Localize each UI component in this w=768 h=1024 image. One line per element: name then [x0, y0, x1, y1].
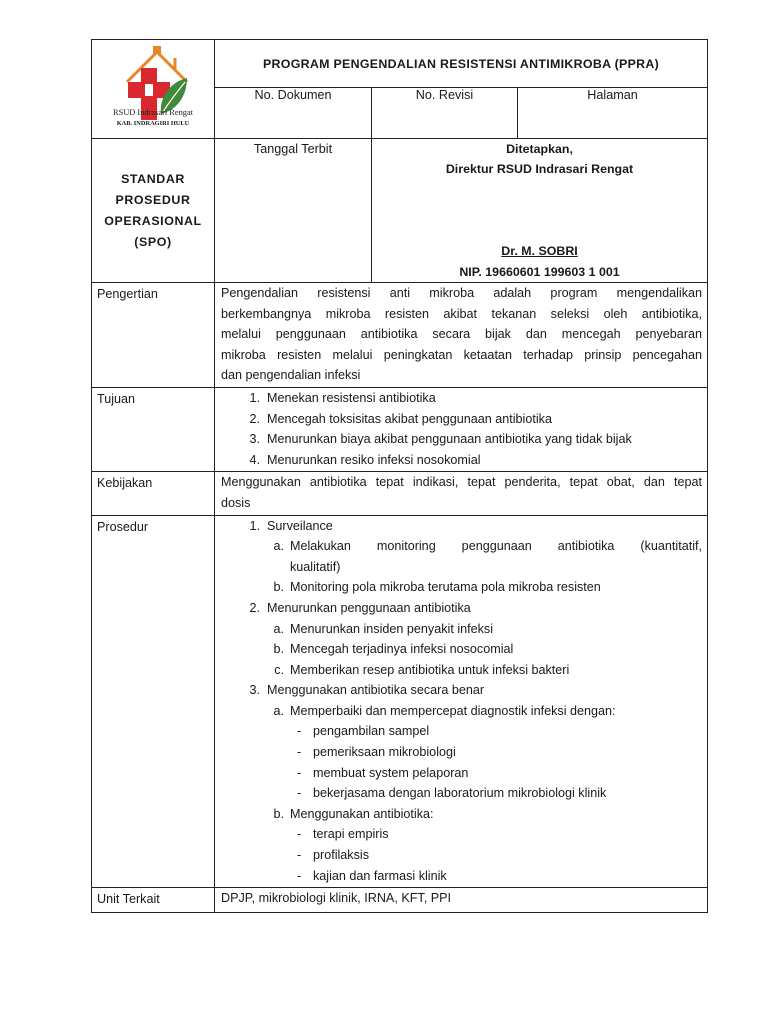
pengertian-line: mikroba resisten melalui peningkatan ketaatan terhadap prinsip pencegahan: [221, 347, 703, 362]
svg-text:KAB. INDRAGIRI HULU: KAB. INDRAGIRI HULU: [116, 119, 190, 127]
hospital-logo: [97, 44, 209, 132]
document-title: PROGRAM PENGENDALIAN RESISTENSI ANTIMIKROBA (PPRA): [215, 40, 708, 88]
list-item: - membuat system pelaporan: [297, 765, 469, 780]
pengertian-line: berkembangnya mikroba resisten akibat tekanan seleksi oleh antibiotika,: [221, 306, 703, 321]
approval-block: [372, 139, 708, 283]
spo-heading: [92, 139, 215, 283]
prosedur-label: Prosedur: [92, 515, 215, 888]
list-item: - bekerjasama dengan laboratorium mikrobiologi klinik: [297, 786, 607, 801]
signer-name: Dr. M. SOBRI: [501, 244, 578, 258]
tujuan-label: Tujuan: [92, 387, 215, 471]
list-item: - kajian dan farmasi klinik: [297, 868, 447, 883]
tujuan-content: [215, 387, 708, 471]
ditetapkan-text: Ditetapkan,: [506, 142, 573, 156]
unit-terkait-content: DPJP, mikrobiologi klinik, IRNA, KFT, PPI: [215, 888, 708, 913]
prosedur-content: [215, 515, 708, 888]
list-item: b. Monitoring pola mikroba terutama pola mikroba resisten: [273, 580, 601, 595]
list-item: 1. Surveilance: [249, 518, 333, 533]
pengertian-line: dan pengendalian infeksi: [221, 368, 361, 383]
svg-text:RSUD Indrasari Rengat: RSUD Indrasari Rengat: [112, 107, 194, 117]
list-item: c. Memberikan resep antibiotika untuk infeksi bakteri: [274, 662, 570, 677]
pengertian-content: [215, 283, 708, 388]
tanggal-terbit-label: Tanggal Terbit: [215, 139, 372, 283]
kebijakan-line: dosis: [221, 495, 251, 510]
spo-line: STANDAR: [121, 171, 185, 186]
kebijakan-content: [215, 472, 708, 515]
list-item: - terapi empiris: [297, 827, 389, 842]
pengertian-label: Pengertian: [92, 283, 215, 388]
halaman-label: Halaman: [518, 88, 708, 139]
list-item: 1. Menekan resistensi antibiotika: [249, 390, 436, 405]
list-item: - pengambilan sampel: [297, 724, 430, 739]
spo-document: [91, 39, 707, 913]
list-item: a. Menurunkan insiden penyakit infeksi: [273, 621, 494, 636]
kebijakan-label: Kebijakan: [92, 472, 215, 515]
roof-ornament-icon: [153, 46, 161, 54]
list-item: a. Melakukan monitoring penggunaan antibiotika (kuantitatif,: [273, 539, 703, 554]
spo-line: (SPO): [134, 234, 172, 249]
list-item: - pemeriksaan mikrobiologi: [297, 745, 456, 760]
no-dokumen-label: No. Dokumen: [215, 88, 372, 139]
pengertian-line: Pengendalian resistensi anti mikroba adalah program mengendalikan: [221, 286, 703, 300]
spo-line: OPERASIONAL: [104, 213, 202, 228]
list-item: 2. Menurunkan penggunaan antibiotika: [249, 600, 471, 615]
signer-nip: NIP. 19660601 199603 1 001: [459, 265, 620, 279]
no-revisi-label: No. Revisi: [372, 88, 518, 139]
list-item: b. Menggunakan antibiotika:: [273, 806, 434, 821]
unit-terkait-label: Unit Terkait: [92, 888, 215, 913]
list-item: kualitatif): [290, 559, 341, 574]
list-item: b. Mencegah terjadinya infeksi nosocomial: [273, 642, 514, 657]
spo-table: [91, 39, 708, 913]
list-item: 3. Menggunakan antibiotika secara benar: [249, 683, 485, 698]
hospital-logo-cell: [92, 40, 215, 139]
list-item: 4. Menurunkan resiko infeksi nosokomial: [249, 452, 481, 467]
list-item: a. Memperbaiki dan mempercepat diagnostik infeksi dengan:: [273, 703, 616, 718]
kebijakan-line: Menggunakan antibiotika tepat indikasi, tepat penderita, tepat obat, dan tepat: [221, 475, 703, 490]
pengertian-line: melalui penggunaan antibiotika secara bijak dan mencegah penyebaran: [221, 327, 703, 342]
list-item: 2. Mencegah toksisitas akibat penggunaan antibiotika: [249, 411, 552, 426]
direktur-text: Direktur RSUD Indrasari Rengat: [445, 162, 634, 176]
spo-line: PROSEDUR: [115, 192, 191, 207]
list-item: 3. Menurunkan biaya akibat penggunaan antibiotika yang tidak bijak: [249, 432, 632, 447]
list-item: - profilaksis: [297, 848, 369, 863]
